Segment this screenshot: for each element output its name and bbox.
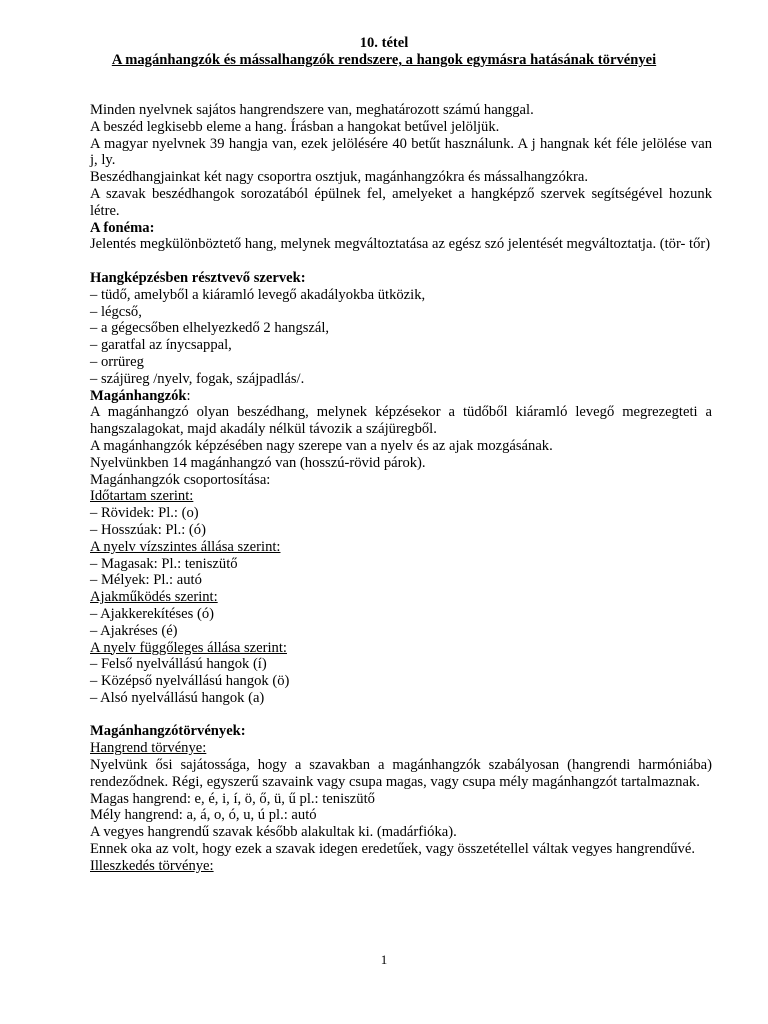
group-item: – Felső nyelvállású hangok (í): [90, 656, 267, 673]
group-label: A nyelv függőleges állása szerint:: [90, 639, 287, 656]
page-number: 1: [380, 952, 388, 967]
organ-item: – orrüreg: [90, 353, 144, 370]
organ-item: – tüdő, amelyből a kiáramló levegő akadályokba ütközik,: [90, 286, 426, 303]
hangrend-label: Hangrend törvénye:: [90, 740, 207, 757]
spacer: [90, 707, 712, 724]
intro-paragraph: A magyar nyelvnek 39 hangja van, ezek jelölésére 40 betűt használunk. A j hangnak két féle jelölése van j, ly.: [90, 135, 712, 169]
laws-paragraph: Nyelvünk ősi sajátossága, hogy a szavakban a magánhangzók szabályosan (hangrendi harmóniába) rendeződnek. Régi, egyszerű szavaink vagy csupa magas, vagy csupa mély magánhangzót tartalmaznak.: [90, 757, 712, 790]
vowels-heading: Magánhangzók: [90, 387, 187, 404]
group-label: Időtartam szerint:: [90, 488, 194, 505]
intro-paragraph: Minden nyelvnek sajátos hangrendszere van, meghatározott számú hanggal.: [90, 102, 534, 118]
laws-paragraph: Magas hangrend: e, é, i, í, ö, ő, ü, ű pl.: teniszütő: [90, 790, 375, 807]
group-label: A nyelv vízszintes állása szerint:: [90, 538, 281, 555]
illeszkedes-label: Illeszkedés törvénye:: [90, 857, 214, 874]
group-item: – Alsó nyelvállású hangok (a): [90, 689, 265, 706]
vowels-heading-line: [90, 388, 712, 405]
document-body: [90, 102, 712, 875]
group-item: – Hosszúak: Pl.: (ó): [90, 521, 206, 538]
group-item: – Középső nyelvállású hangok (ö): [90, 673, 290, 690]
group-item: – Magasak: Pl.: teniszütő: [90, 555, 238, 572]
vowels-paragraph: Nyelvünkben 14 magánhangzó van (hosszú-rövid párok).: [90, 454, 426, 471]
page-subtitle: A magánhangzók és mássalhangzók rendszere, a hangok egymásra hatásának törvényei: [111, 52, 657, 68]
organ-item: – szájüreg /nyelv, fogak, szájpadlás/.: [90, 370, 305, 387]
organs-heading: Hangképzésben résztvevő szervek:: [90, 269, 306, 286]
vowels-paragraph: A magánhangzók képzésében nagy szerepe van a nyelv és az ajak mozgásának.: [90, 437, 553, 454]
intro-paragraph: A beszéd legkisebb eleme a hang. Írásban a hangokat betűvel jelöljük.: [90, 118, 500, 135]
laws-paragraph: Mély hangrend: a, á, o, ó, u, ú pl.: autó: [90, 807, 317, 824]
vowels-heading-colon: :: [186, 387, 191, 404]
laws-paragraph: Ennek oka az volt, hogy ezek a szavak idegen eredetűek, vagy összetétellel váltak vegyes hangrendűvé.: [90, 841, 695, 858]
group-item: – Rövidek: Pl.: (o): [90, 505, 199, 522]
vowels-paragraph: A magánhangzó olyan beszédhang, melynek képzésekor a tüdőből kiáramló levegő megrezegteti a hangszalagokat, majd akadály nélkül távozik a szájüregből.: [90, 404, 712, 438]
group-item: – Ajakkerekítéses (ó): [90, 605, 215, 622]
vowels-paragraph: Magánhangzók csoportosítása:: [90, 471, 271, 488]
page-title: 10. tétel: [359, 35, 409, 51]
organ-item: – légcső,: [90, 303, 142, 320]
fonema-text: Jelentés megkülönböztető hang, melynek megváltoztatása az egész szó jelentését megváltoztatja. (tör- tőr): [90, 236, 711, 253]
laws-heading: Magánhangzótörvények:: [90, 723, 246, 740]
spacer: [90, 253, 712, 270]
intro-paragraph: A szavak beszédhangok sorozatából épülnek fel, amelyeket a hangképző szervek segítségével hozunk létre.: [90, 185, 712, 219]
laws-paragraph: A vegyes hangrendű szavak később alakultak ki. (madárfióka).: [90, 824, 457, 841]
group-item: – Mélyek: Pl.: autó: [90, 572, 202, 589]
intro-paragraph: Beszédhangjainkat két nagy csoportra osztjuk, magánhangzókra és mássalhangzókra.: [90, 169, 589, 186]
group-item: – Ajakréses (é): [90, 622, 178, 639]
group-label: Ajakműködés szerint:: [90, 589, 218, 606]
organ-item: – garatfal az ínycsappal,: [90, 337, 232, 354]
fonema-heading: A fonéma:: [90, 219, 155, 236]
organ-item: – a gégecsőben elhelyezkedő 2 hangszál,: [90, 320, 330, 337]
